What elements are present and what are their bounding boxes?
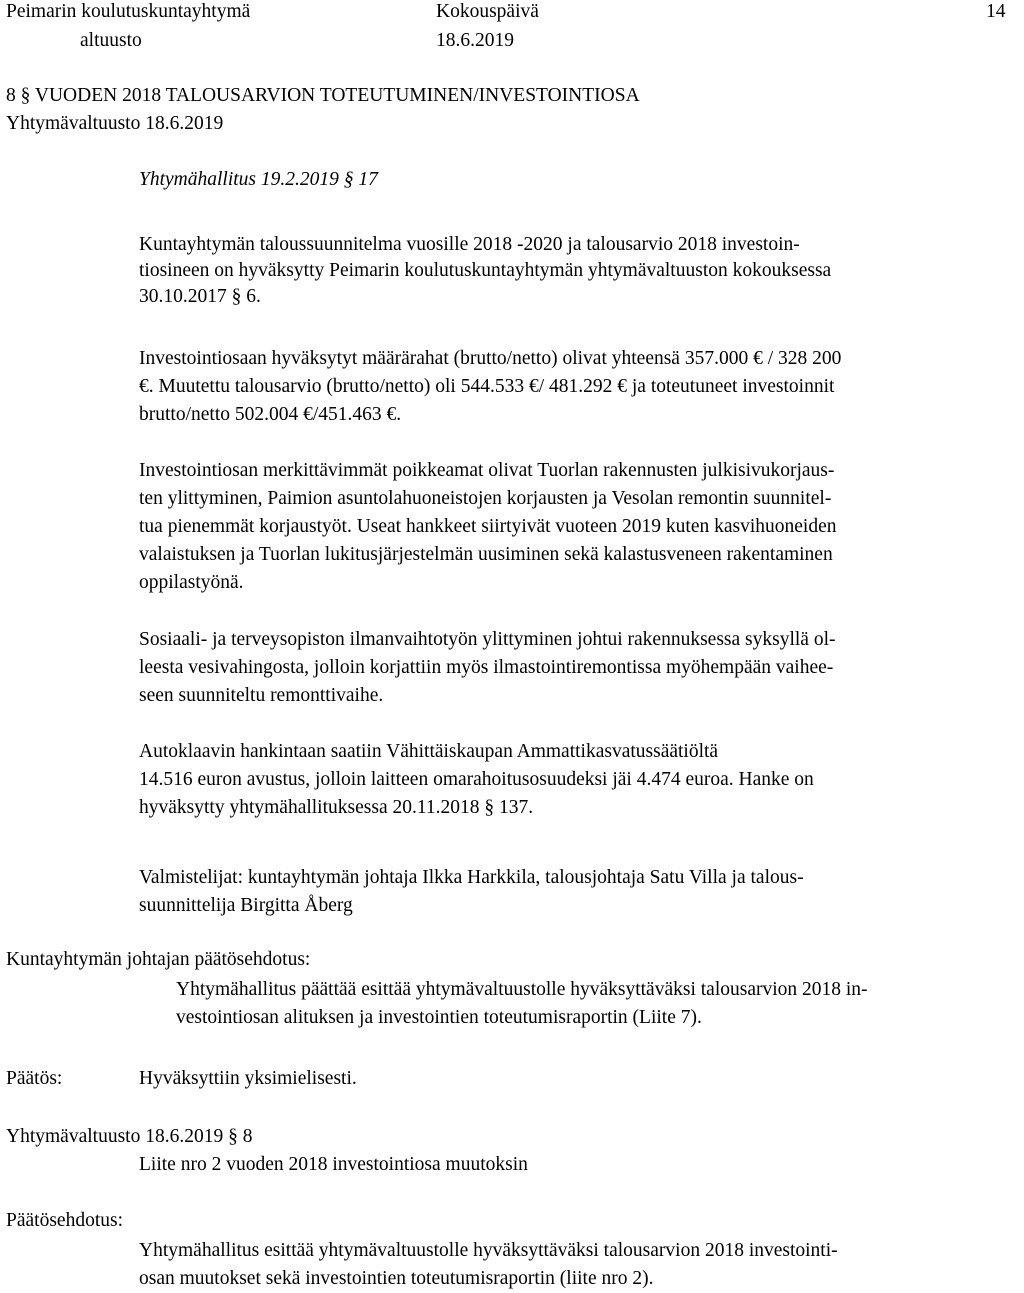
text-line: Yhtymähallitus päättää esittää yhtymävaltuustolle hyväksyttäväksi talousarvion 2018 in- xyxy=(176,979,868,1000)
final-proposal-label: Päätösehdotus: xyxy=(6,1210,123,1231)
text-line: Investointiosaan hyväksytyt määrärahat (brutto/netto) olivat yhteensä 357.000 € / 328 200 xyxy=(139,348,842,369)
text-line: valaistuksen ja Tuorlan lukitusjärjestelmän uusiminen sekä kalastusveneen rakentaminen xyxy=(139,544,833,565)
text-line: tua pienemmät korjaustyöt. Useat hankkeet siirtyivät vuoteen 2019 kuten kasvihuoneiden xyxy=(139,516,837,537)
text-line: Valmistelijat: kuntayhtymän johtaja Ilkka Harkkila, talousjohtaja Satu Villa ja talous- xyxy=(139,867,804,888)
paragraph-deviations xyxy=(139,457,1019,597)
text-line: osan muutokset sekä investointien toteutumisraportin (liite nro 2). xyxy=(139,1268,654,1289)
text-line: 14.516 euron avustus, jolloin laitteen omarahoitusosuudeksi jäi 4.474 euroa. Hanke on xyxy=(139,769,814,790)
paragraph-autoclave xyxy=(139,738,1019,822)
decision-label: Päätös: xyxy=(6,1068,63,1089)
text-line: vestointiosan alituksen ja investointien toteutumisraportin (Liite 7). xyxy=(176,1007,702,1028)
paragraph-ventilation xyxy=(139,626,1019,710)
paragraph-budget-approval xyxy=(139,232,1019,310)
council-text: Liite nro 2 vuoden 2018 investointiosa muutoksin xyxy=(139,1154,528,1175)
text-line: hyväksytty yhtymähallituksessa 20.11.2018 § 137. xyxy=(139,797,534,818)
paragraph-preparers xyxy=(139,864,1019,920)
header-meeting-label: Kokouspäivä xyxy=(436,1,539,22)
board-reference: Yhtymähallitus 19.2.2019 § 17 xyxy=(139,169,378,190)
text-line: Sosiaali- ja terveysopiston ilmanvaihtotyön ylittyminen johtui rakennuksessa syksyllä ol- xyxy=(139,629,836,650)
text-line: €. Muutettu talousarvio (brutto/netto) oli 544.533 €/ 481.292 € ja toteutuneet investoinnit xyxy=(139,376,835,397)
text-line: 30.10.2017 § 6. xyxy=(139,286,261,307)
text-line: suunnittelija Birgitta Åberg xyxy=(139,895,353,916)
text-line: seen suunniteltu remonttivaihe. xyxy=(139,685,384,706)
text-line: Kuntayhtymän taloussuunnitelma vuosille 2018 -2020 ja talousarvio 2018 investoin- xyxy=(139,234,800,255)
section-subtitle: Yhtymävaltuusto 18.6.2019 xyxy=(6,113,224,134)
section-title: 8 § VUODEN 2018 TALOUSARVION TOTEUTUMINEN/INVESTOINTIOSA xyxy=(6,85,640,106)
header-body: altuusto xyxy=(80,30,142,51)
proposal-label: Kuntayhtymän johtajan päätösehdotus: xyxy=(6,949,311,970)
text-line: leesta vesivahingosta, jolloin korjattiin myös ilmastointiremontissa myöhempään vaihee- xyxy=(139,657,834,678)
decision-text: Hyväksyttiin yksimielisesti. xyxy=(139,1068,357,1089)
header-organization: Peimarin koulutuskuntayhtymä xyxy=(6,1,251,22)
header-meeting-date: 18.6.2019 xyxy=(436,30,514,51)
text-line: Investointiosan merkittävimmät poikkeamat olivat Tuorlan rakennusten julkisivukorjaus- xyxy=(139,460,835,481)
page-number: 14 xyxy=(986,1,1006,22)
text-line: tiosineen on hyväksytty Peimarin koulutuskuntayhtymän yhtymävaltuuston kokouksessa xyxy=(139,260,832,281)
text-line: brutto/netto 502.004 €/451.463 €. xyxy=(139,404,402,425)
council-label: Yhtymävaltuusto 18.6.2019 § 8 xyxy=(6,1126,253,1147)
paragraph-appropriations xyxy=(139,345,1019,429)
text-line: Yhtymähallitus esittää yhtymävaltuustolle hyväksyttäväksi talousarvion 2018 investointi- xyxy=(139,1240,838,1261)
proposal-text xyxy=(176,976,1016,1032)
final-proposal-text xyxy=(139,1237,1019,1293)
text-line: oppilastyönä. xyxy=(139,572,244,593)
text-line: Autoklaavin hankintaan saatiin Vähittäiskaupan Ammattikasvatussäätiöltä xyxy=(139,741,719,762)
text-line: ten ylittyminen, Paimion asuntolahuoneistojen korjausten ja Vesolan remontin suunnitel- xyxy=(139,488,832,509)
